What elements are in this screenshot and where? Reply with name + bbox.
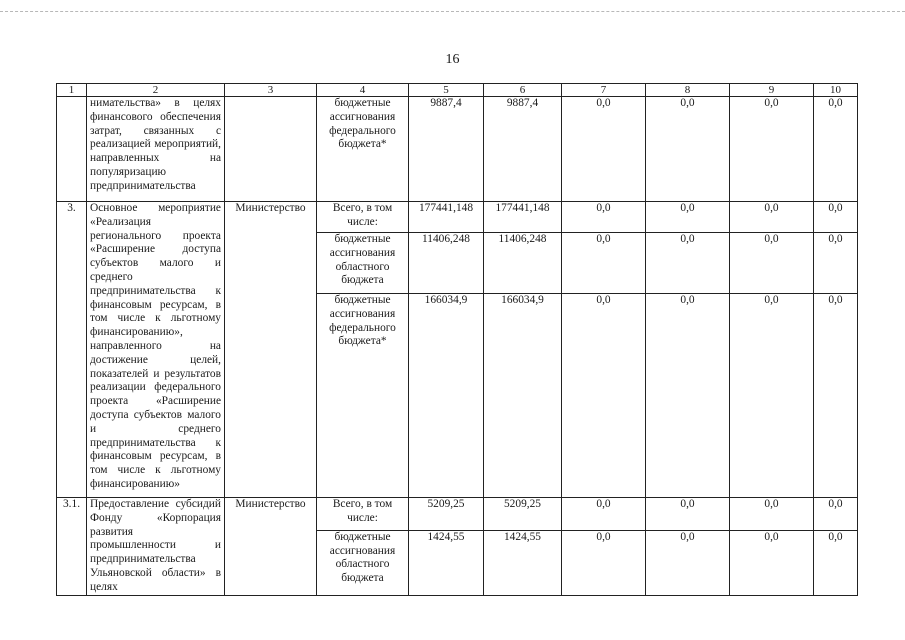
table-row xyxy=(57,202,858,233)
value-col8: 0,0 xyxy=(646,294,730,498)
value-col9: 0,0 xyxy=(730,233,814,294)
header-row xyxy=(57,84,858,97)
value-col10: 0,0 xyxy=(814,202,858,233)
value-total: 9887,4 xyxy=(409,97,484,202)
funding-source: бюджетные ассигнования федерального бюджета* xyxy=(317,97,409,202)
value-col10: 0,0 xyxy=(814,530,858,595)
header-cell: 9 xyxy=(730,84,814,97)
table-row xyxy=(57,97,858,202)
value-total: 177441,148 xyxy=(409,202,484,233)
value-col9: 0,0 xyxy=(730,97,814,202)
header-cell: 4 xyxy=(317,84,409,97)
header-cell: 5 xyxy=(409,84,484,97)
value-total: 11406,248 xyxy=(409,233,484,294)
header-cell: 2 xyxy=(87,84,225,97)
value-col6: 11406,248 xyxy=(484,233,562,294)
value-col10: 0,0 xyxy=(814,498,858,531)
row-number xyxy=(57,97,87,202)
value-col9: 0,0 xyxy=(730,294,814,498)
value-col8: 0,0 xyxy=(646,233,730,294)
table-row xyxy=(57,498,858,531)
header-cell: 7 xyxy=(562,84,646,97)
value-total: 5209,25 xyxy=(409,498,484,531)
value-col7: 0,0 xyxy=(562,498,646,531)
value-col9: 0,0 xyxy=(730,202,814,233)
activity-name: Основное мероприятие «Реализация регионального проекта «Расширение доступа субъектов малого и среднего предпринимательства к финансовым ресурсам, в том числе к льготному финансированию», направленного на достижение целей, показателей и результатов реализации федерального проекта «Расширение доступа субъектов малого и среднего предпринимательства к финансовым ресурсам, в том числе к льготному финансированию» xyxy=(87,202,225,498)
value-col9: 0,0 xyxy=(730,530,814,595)
executor: Министерство xyxy=(225,202,317,498)
value-col8: 0,0 xyxy=(646,498,730,531)
value-col9: 0,0 xyxy=(730,498,814,531)
value-col6: 1424,55 xyxy=(484,530,562,595)
header-cell: 6 xyxy=(484,84,562,97)
value-col8: 0,0 xyxy=(646,97,730,202)
value-col10: 0,0 xyxy=(814,294,858,498)
value-col7: 0,0 xyxy=(562,530,646,595)
funding-source: бюджетные ассигнования федерального бюджета* xyxy=(317,294,409,498)
value-col10: 0,0 xyxy=(814,97,858,202)
row-number: 3. xyxy=(57,202,87,498)
activity-name: нимательства» в целях финансового обеспечения затрат, связанных с реализацией мероприятий, направленных на популяризацию предпринимательства xyxy=(87,97,225,202)
executor: Министерство xyxy=(225,498,317,596)
header-cell: 8 xyxy=(646,84,730,97)
value-col6: 177441,148 xyxy=(484,202,562,233)
value-total: 1424,55 xyxy=(409,530,484,595)
row-number: 3.1. xyxy=(57,498,87,596)
budget-table xyxy=(56,83,858,596)
header-cell: 10 xyxy=(814,84,858,97)
value-col6: 9887,4 xyxy=(484,97,562,202)
executor xyxy=(225,97,317,202)
funding-source: Всего, в том числе: xyxy=(317,202,409,233)
page-number: 16 xyxy=(445,52,460,67)
funding-source: бюджетные ассигнования областного бюджета xyxy=(317,530,409,595)
value-col7: 0,0 xyxy=(562,233,646,294)
value-col8: 0,0 xyxy=(646,202,730,233)
value-total: 166034,9 xyxy=(409,294,484,498)
value-col7: 0,0 xyxy=(562,202,646,233)
header-cell: 1 xyxy=(57,84,87,97)
value-col7: 0,0 xyxy=(562,294,646,498)
value-col8: 0,0 xyxy=(646,530,730,595)
value-col7: 0,0 xyxy=(562,97,646,202)
value-col6: 166034,9 xyxy=(484,294,562,498)
activity-name: Предоставление субсидий Фонду «Корпорация развития промышленности и предпринимательства Ульяновской области» в целях xyxy=(87,498,225,596)
funding-source: бюджетные ассигнования областного бюджета xyxy=(317,233,409,294)
scan-edge-line xyxy=(0,11,905,12)
header-cell: 3 xyxy=(225,84,317,97)
value-col10: 0,0 xyxy=(814,233,858,294)
funding-source: Всего, в том числе: xyxy=(317,498,409,531)
value-col6: 5209,25 xyxy=(484,498,562,531)
